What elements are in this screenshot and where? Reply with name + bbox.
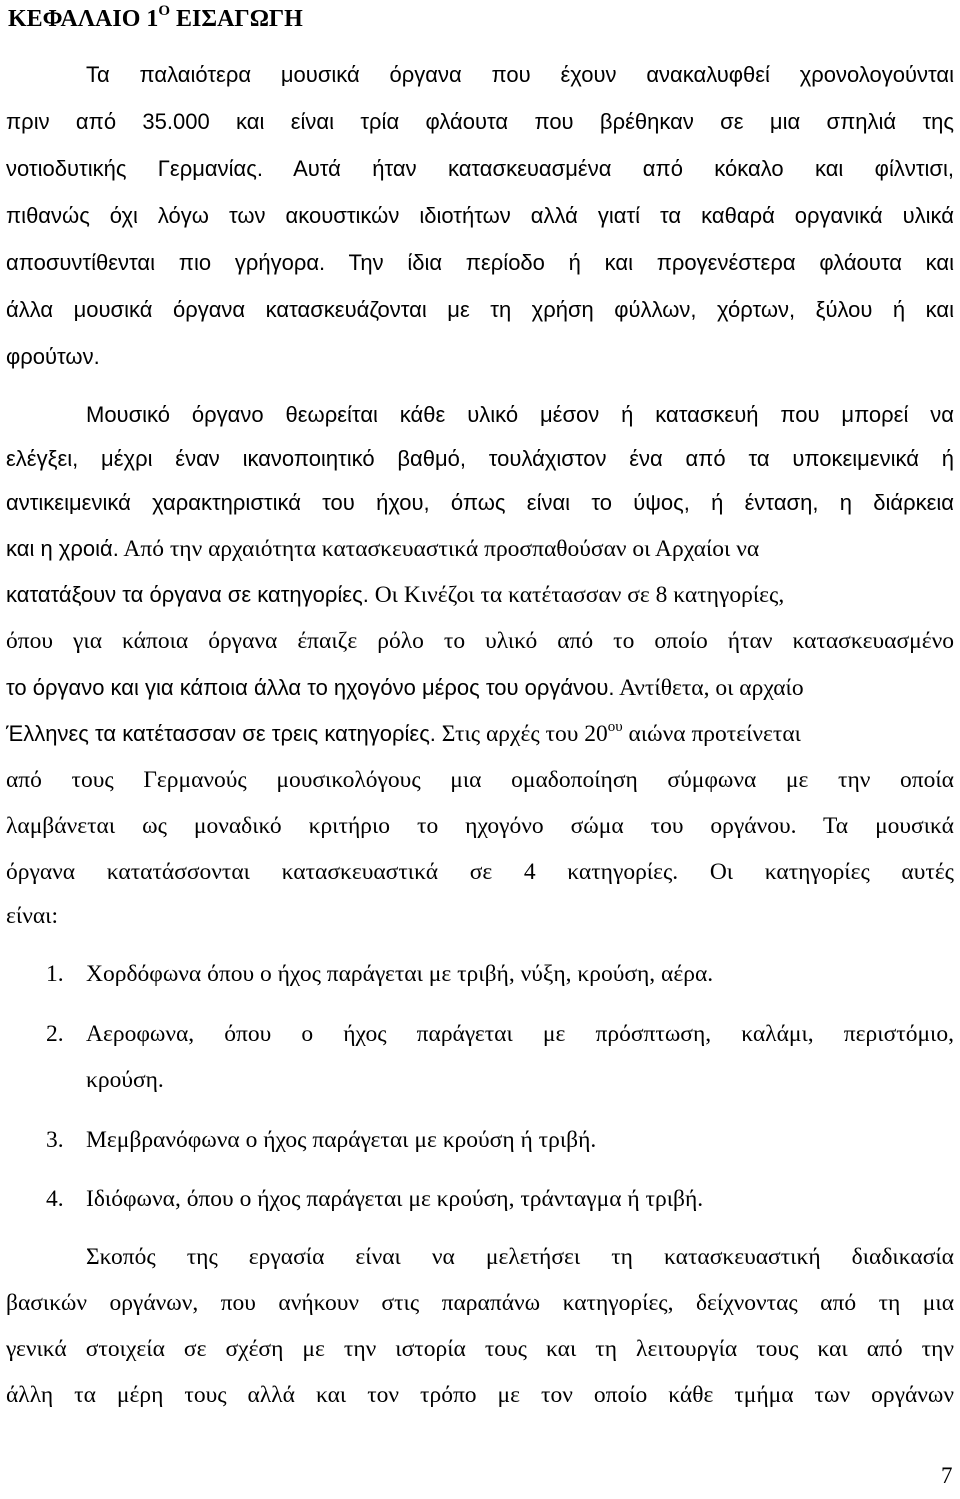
text-line: πριν από 35.000 και είναι τρία φλάουτα που βρέθηκαν σε μια σπηλιά της (6, 109, 954, 134)
text-fragment: κατατάξουν τα όργανα σε κατηγορίες. (6, 582, 369, 607)
heading-prefix: ΚΕΦΑΛΑΙΟ 1 (8, 6, 159, 32)
text-line: είναι: (6, 903, 58, 929)
text-line (6, 673, 954, 703)
chapter-heading (8, 4, 303, 34)
list-item: Αεροφωνα, όπου ο ήχος παράγεται με πρόσπτωση, καλάμι, περιστόμιο, (86, 1021, 954, 1047)
text-fragment: Από την αρχαιότητα κατασκευαστικά προσπαθούσαν οι Αρχαίοι να (118, 536, 760, 562)
list-item: Μεμβρανόφωνα ο ήχος παράγεται με κρούση ή τριβή. (86, 1127, 597, 1153)
text-line: από τους Γερμανούς μουσικολόγους μια ομαδοποίηση σύμφωνα με την οποία (6, 767, 954, 793)
text-line: γενικά στοιχεία σε σχέση με την ιστορία τους και τη λειτουργία τους και από την (6, 1336, 954, 1362)
text-line (6, 719, 954, 749)
text-fragment: και η χροιά. (6, 536, 119, 561)
text-line: πιθανώς όχι λόγω των ακουστικών ιδιοτήτων αλλά γιατί τα καθαρά οργανικά υλικά (6, 203, 954, 228)
text-line: Τα παλαιότερα μουσικά όργανα που έχουν ανακαλυφθεί χρονολογούνται (86, 62, 954, 87)
text-fragment: Αντίθετα, οι αρχαίο (614, 675, 804, 701)
text-line: όπου για κάποια όργανα έπαιζε ρόλο το υλικό από το οποίο ήταν κατασκευασμένο (6, 628, 954, 654)
list-number: 3. (46, 1127, 64, 1153)
text-line: αποσυντίθενται πιο γρήγορα. Την ίδια περίοδο ή και προγενέστερα φλάουτα και (6, 250, 954, 275)
text-line (6, 580, 954, 610)
text-line: Σκοπός της εργασία είναι να μελετήσει τη κατασκευαστική διαδικασία (86, 1244, 954, 1270)
page-number: 7 (941, 1463, 953, 1488)
text-line: φρούτων. (6, 344, 100, 369)
text-fragment: το όργανο και για κάποια άλλα το ηχογόνο μέρος του οργάνου. (6, 675, 615, 700)
list-number: 4. (46, 1186, 64, 1212)
text-line: Μουσικό όργανο θεωρείται κάθε υλικό μέσον ή κατασκευή που μπορεί να (86, 402, 954, 427)
heading-superscript: Ο (158, 3, 171, 19)
list-item: Ιδιόφωνα, όπου ο ήχος παράγεται με κρούση, τράνταγμα ή τριβή. (86, 1186, 704, 1212)
list-item: κρούση. (86, 1067, 164, 1093)
text-line: βασικών οργάνων, που ανήκουν στις παραπάνω κατηγορίες, δείχνοντας από τη μια (6, 1290, 954, 1316)
text-line: άλλα μουσικά όργανα κατασκευάζονται με τη χρήση φύλλων, χόρτων, ξύλου ή και (6, 297, 954, 322)
heading-suffix: ΕΙΣΑΓΩΓΗ (170, 6, 303, 32)
list-number: 1. (46, 961, 64, 987)
text-fragment: Στις αρχές του 20 (435, 721, 608, 747)
list-number: 2. (46, 1021, 64, 1047)
text-line: όργανα κατατάσσονται κατασκευαστικά σε 4 κατηγορίες. Οι κατηγορίες αυτές (6, 859, 954, 885)
text-fragment: Έλληνες τα κατέτασσαν σε τρεις κατηγορίες. (6, 721, 436, 746)
text-line: αντικειμενικά χαρακτηριστικά του ήχου, όπως είναι το ύψος, ή ένταση, η διάρκεια (6, 490, 954, 515)
list-item: Χορδόφωνα όπου ο ήχος παράγεται με τριβή, νύξη, κρούση, αέρα. (86, 961, 714, 987)
text-line: άλλη τα μέρη τους αλλά και τον τρόπο με τον οποίο κάθε τμήμα των οργάνων (6, 1382, 954, 1408)
superscript: ου (607, 719, 623, 735)
text-fragment: αιώνα προτείνεται (622, 721, 801, 747)
text-line: ελέγξει, μέχρι έναν ικανοποιητικό βαθμό, τουλάχιστον ένα από τα υποκειμενικά ή (6, 446, 954, 471)
text-fragment: Οι Κινέζοι τα κατέτασσαν σε 8 κατηγορίες, (368, 582, 785, 608)
text-line (6, 534, 954, 564)
text-line: λαμβάνεται ως μοναδικό κριτήριο το ηχογόνο σώμα του οργάνου. Τα μουσικά (6, 813, 954, 839)
text-line: νοτιοδυτικής Γερμανίας. Αυτά ήταν κατασκευασμένα από κόκαλο και φίλντισι, (6, 156, 954, 181)
